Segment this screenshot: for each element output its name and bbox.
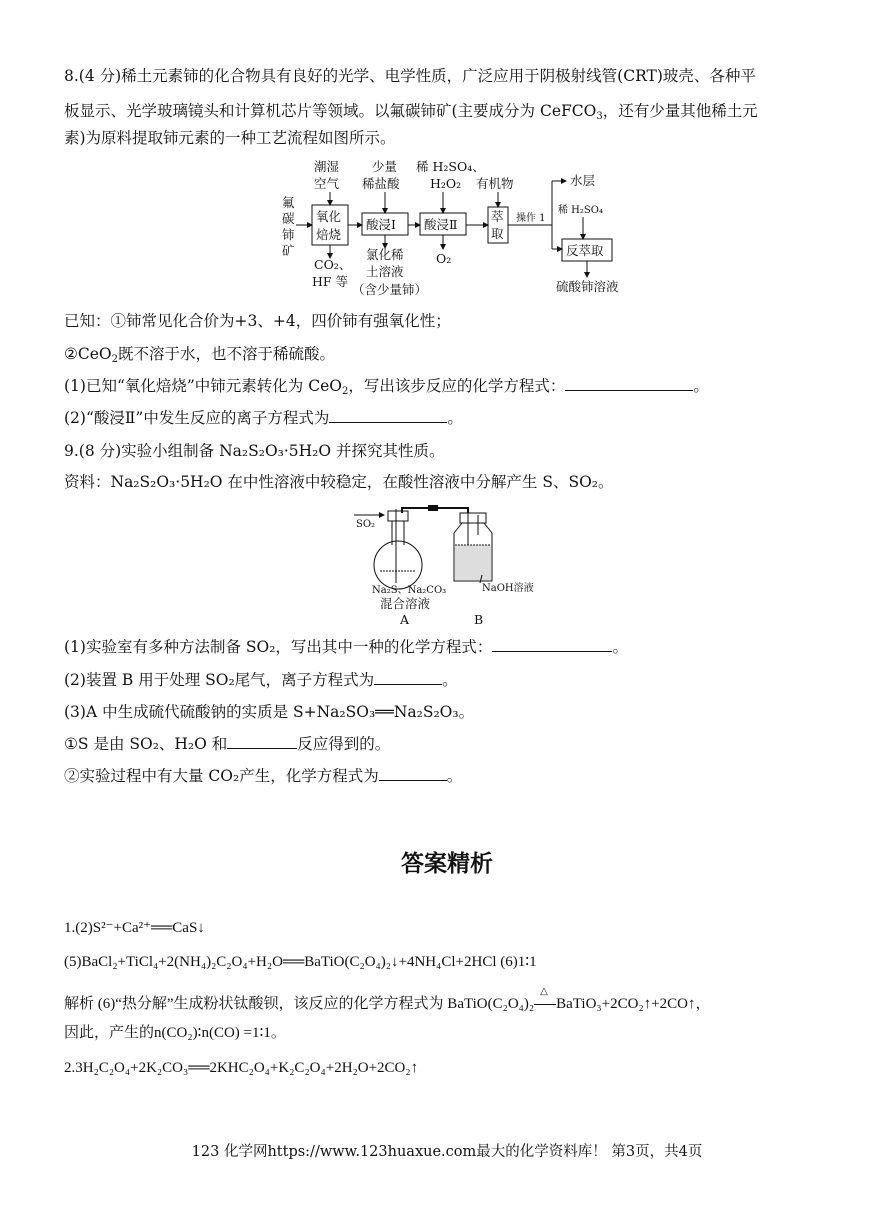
input-humid-air: 潮湿 xyxy=(314,159,340,174)
ore-char: 氟 xyxy=(282,195,295,210)
q8-sub1: (1)已知“氧化焙烧”中铈元素转化为 CeO$_2$，写出该步反应的化学方程式： 。 xyxy=(64,377,709,397)
q8-sub2: (2)“酸浸Ⅱ”中发生反应的离子方程式为 。 xyxy=(64,409,463,427)
answer-blank xyxy=(379,766,447,781)
flask-A-label-1: Na₂S、Na₂CO₃ xyxy=(372,585,447,596)
q9-sub3a: ①S 是由 SO₂、H₂O 和 反应得到的。 xyxy=(64,735,391,753)
ore-label xyxy=(282,195,295,258)
output-gases: HF 等 xyxy=(312,274,349,289)
naoh-label: NaOH溶液 xyxy=(482,583,534,594)
water-layer: 水层 xyxy=(570,173,596,188)
answer-blank xyxy=(227,734,297,749)
output-o2: O₂ xyxy=(436,251,452,266)
answer-blank xyxy=(329,408,447,423)
output-re-chloride: 氯化稀 xyxy=(366,247,404,262)
q8-line1: 8.(4 分)稀土元素铈的化合物具有良好的光学、电学性质，广泛应用于阴极射线管(CRT)玻壳、各种平 xyxy=(64,67,756,85)
output-gases: CO₂、 xyxy=(314,257,352,272)
box2-text: 酸浸Ⅰ xyxy=(366,217,396,232)
explanation-line2: 因此，产生的n(CO₂)∶n(CO) =1∶1。 xyxy=(64,1025,286,1041)
bottle-B xyxy=(454,509,492,581)
ore-char: 碳 xyxy=(282,211,295,226)
apparatus-diagram xyxy=(350,505,550,630)
product-cerium-sulfate: 硫酸铈溶液 xyxy=(556,279,619,294)
ore-char: 铈 xyxy=(282,227,295,242)
heat-condition: △ xyxy=(540,986,548,997)
explanation-line1: 解析 (6)“热分解”生成粉状钛酸钡，该反应的化学方程式为 BaTiO(C₂O₄)₂ △ BaTiO₃+2CO₂↑+2CO↑， xyxy=(64,993,710,1015)
q8-known2: ②CeO$_2$既不溶于水，也不溶于稀硫酸。 xyxy=(64,345,336,365)
input-humid-air: 空气 xyxy=(314,176,340,191)
q8-known1: 已知：①铈常见化合价为+3、+4，四价铈有强氧化性； xyxy=(64,312,451,330)
label-A: A xyxy=(400,612,410,627)
page-footer: 123 化学网https://www.123huaxue.com最大的化学资料库！ 第3页，共4页 xyxy=(191,1144,703,1160)
flask-A xyxy=(374,509,422,589)
q8-line2: 板显示、光学玻璃镜头和计算机芯片等领域。以氟碳铈矿(主要成分为 CeFCO$_3$，还有少量其他稀土元 xyxy=(64,102,758,122)
input-h2so4-2: 稀 H₂SO₄ xyxy=(558,205,603,216)
q8-line3: 素)为原料提取铈元素的一种工艺流程如图所示。 xyxy=(64,129,396,147)
q9-line1: 9.(8 分)实验小组制备 Na₂S₂O₃·5H₂O 并探究其性质。 xyxy=(64,442,445,460)
q9-sub3: (3)A 中生成硫代硫酸钠的实质是 S+Na₂SO₃══Na₂S₂O₃。 xyxy=(64,703,475,721)
q9-sub1: (1)实验室有多种方法制备 SO₂，写出其中一种的化学方程式： 。 xyxy=(64,638,628,656)
answer-2: 2.3H₂C₂O₄+2K₂CO₃══2KHC₂O₄+K₂C₂O₄+2H₂O+2CO₂↑ xyxy=(64,1060,419,1076)
label-B: B xyxy=(474,612,484,627)
input-hcl: 稀盐酸 xyxy=(362,176,400,191)
flask-A-label-2: 混合溶液 xyxy=(380,596,431,611)
gas-so2-label: SO₂ xyxy=(356,519,376,530)
answers-title: 答案精析 xyxy=(401,851,493,877)
box4-text: 取 xyxy=(491,226,504,241)
box4-text: 萃 xyxy=(491,209,504,224)
q9-sub2: (2)装置 B 用于处理 SO₂尾气，离子方程式为 。 xyxy=(64,671,458,689)
box1-text: 焙烧 xyxy=(316,227,342,242)
box1-text: 氧化 xyxy=(316,209,342,224)
input-organic: 有机物 xyxy=(476,176,514,191)
answer-blank xyxy=(565,376,693,391)
operation-1-label: 操作 1 xyxy=(516,213,546,224)
q9-sub3b: ②实验过程中有大量 CO₂产生，化学方程式为 。 xyxy=(64,767,463,785)
output-re-chloride: （含少量铈） xyxy=(352,282,428,297)
input-h2so4: 稀 H₂SO₄、 xyxy=(416,159,485,174)
answer-1: 1.(2)S²⁻+Ca²⁺══CaS↓ xyxy=(64,920,205,936)
output-re-chloride: 土溶液 xyxy=(366,264,404,279)
box3-text: 酸浸Ⅱ xyxy=(424,217,458,232)
answer-blank xyxy=(374,670,442,685)
input-hcl: 少量 xyxy=(372,159,398,174)
answer-blank xyxy=(492,637,612,652)
answer-5-6: (5)BaCl₂+TiCl₄+2(NH₄)₂C₂O₄+H₂O══BaTiO(C₂O₄)₂↓+4NH₄Cl+2HCl (6)1∶1 xyxy=(64,954,537,970)
q9-info: 资料：Na₂S₂O₃·5H₂O 在中性溶液中较稳定，在酸性溶液中分解产生 S、SO₂。 xyxy=(64,473,614,491)
box5-text: 反萃取 xyxy=(566,243,604,258)
input-h2o2: H₂O₂ xyxy=(430,176,462,191)
ore-char: 矿 xyxy=(282,243,295,258)
process-flow-diagram xyxy=(270,155,630,305)
